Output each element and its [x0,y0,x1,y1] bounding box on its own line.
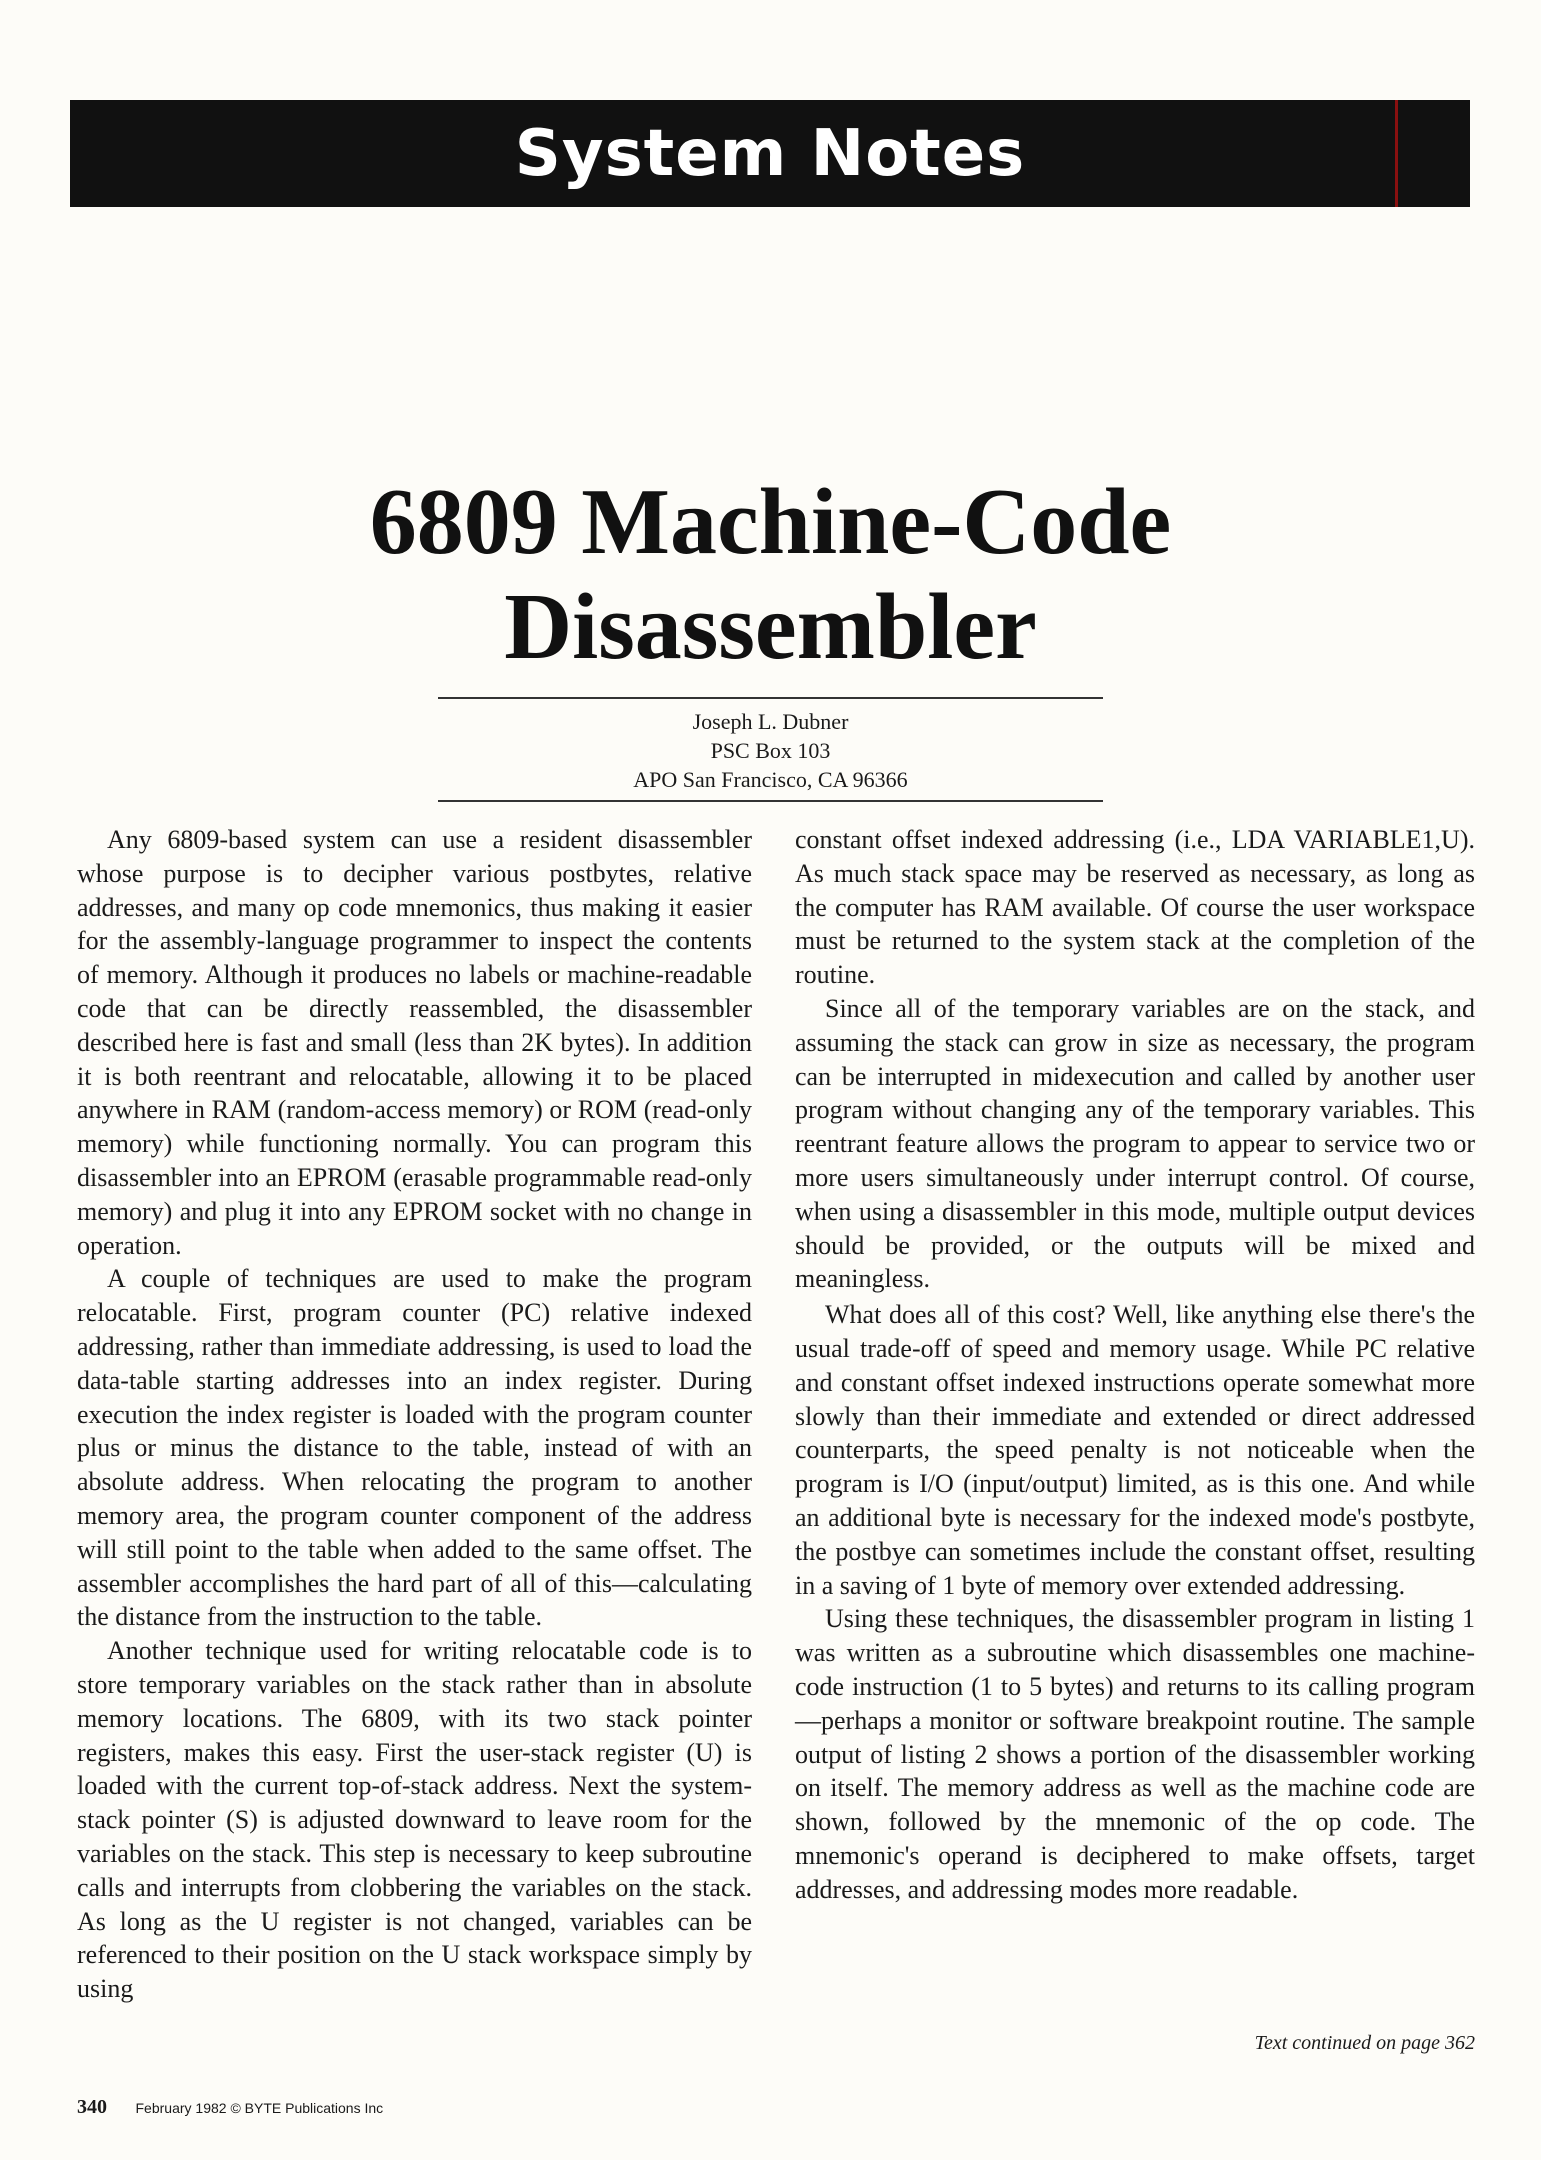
section-title: System Notes [514,116,1026,191]
paragraph: Another technique used for writing relocatable code is to store temporary variables on the stack rather than in absolute memory locations. The 6809, with its two stack pointer registers, makes this easy. First the user-stack register (U) is loaded with the current top-of-stack address. Next the system-stack pointer (S) is adjusted downward to leave room for the variables on the stack. This step is necessary to keep subroutine calls and interrupts from clobbering the variables on the stack. As long as the U register is not changed, variables can be referenced to their position on the U stack workspace simply by using [77,1636,752,2004]
paragraph: Any 6809-based system can use a resident disassembler whose purpose is to decipher various postbytes, relative addresses, and many op code mnemonics, thus making it easier for the assembly-language programmer to inspect the contents of memory. Although it produces no labels or machine-readable code that can be directly reassembled, the disassembler described here is fast and small (less than 2K bytes). In addition it is both reentrant and relocatable, allowing it to be placed anywhere in RAM (random-access memory) or ROM (read-only memory) while functioning normally. You can program this disassembler into an EPROM (erasable programmable read-only memory) and plug it into any EPROM socket with no change in operation. [77,825,752,1260]
byline-bottom-rule [438,800,1103,802]
paragraph: Using these techniques, the disassembler program in listing 1 was written as a subroutine which disassembles one machine-code instruction (1 to 5 bytes) and returns to its calling program—perhaps a monitor or software breakpoint routine. The sample output of listing 2 shows a portion of the disassembler working on itself. The memory address as well as the machine code are shown, followed by the mnemonic of the op code. The mnemonic's operand is deciphered to make offsets, target addresses, and addressing modes more readable. [795,1604,1475,1904]
body-column-left [77,823,752,2006]
publication-line: February 1982 © BYTE Publications Inc [135,2100,384,2116]
author-address-1: PSC Box 103 [710,738,831,763]
body-column-right [795,823,1475,1907]
paragraph: A couple of techniques are used to make the program relocatable. First, program counter (PC) relative indexed addressing, rather than immediate addressing, is used to load the data-table starting addresses into an index register. During execution the index register is loaded with the program counter plus or minus the distance to the table, instead of with an absolute address. When relocating the program to another memory area, the program counter component of the address will still point to the table when added to the same offset. The assembler accomplishes the hard part of all of this—calculating the distance from the instruction to the table. [77,1264,752,1632]
continued-note: Text continued on page 362 [1254,2032,1475,2054]
author-block [0,707,1541,794]
paragraph: What does all of this cost? Well, like anything else there's the usual trade-off of speed and memory usage. While PC relative and constant offset indexed instructions operate somewhat more slowly than their immediate and extended or direct addressed counterparts, the speed penalty is not noticeable when the program is I/O (input/output) limited, as is this one. And while an additional byte is necessary for the indexed mode's postbyte, the postbye can sometimes include the constant offset, resulting in a saving of 1 byte of memory over extended addressing. [795,1300,1475,1600]
page-footer [77,2096,383,2119]
article-title-line-2: Disassembler [504,575,1037,679]
author-address-2: APO San Francisco, CA 96366 [633,767,908,792]
byline-top-rule [438,697,1103,699]
banner-accent-rule [1395,100,1398,207]
paragraph: constant offset indexed addressing (i.e., LDA VARIABLE1,U). As much stack space may be reserved as necessary, as long as the computer has RAM available. Of course the user workspace must be returned to the system stack at the completion of the routine. [795,825,1475,990]
page-number: 340 [77,2096,107,2118]
author-name: Joseph L. Dubner [692,709,849,734]
paragraph: Since all of the temporary variables are on the stack, and assuming the stack can grow in size as necessary, the program can be interrupted in midexecution and called by another user program without changing any of the temporary variables. This reentrant feature allows the program to appear to service two or more users simultaneously under interrupt control. Of course, when using a disassembler in this mode, multiple output devices should be provided, or the outputs will be mixed and meaningless. [795,993,1475,1294]
article-title [0,470,1541,680]
section-banner [70,100,1470,207]
article-title-line-1: 6809 Machine-Code [369,470,1172,574]
